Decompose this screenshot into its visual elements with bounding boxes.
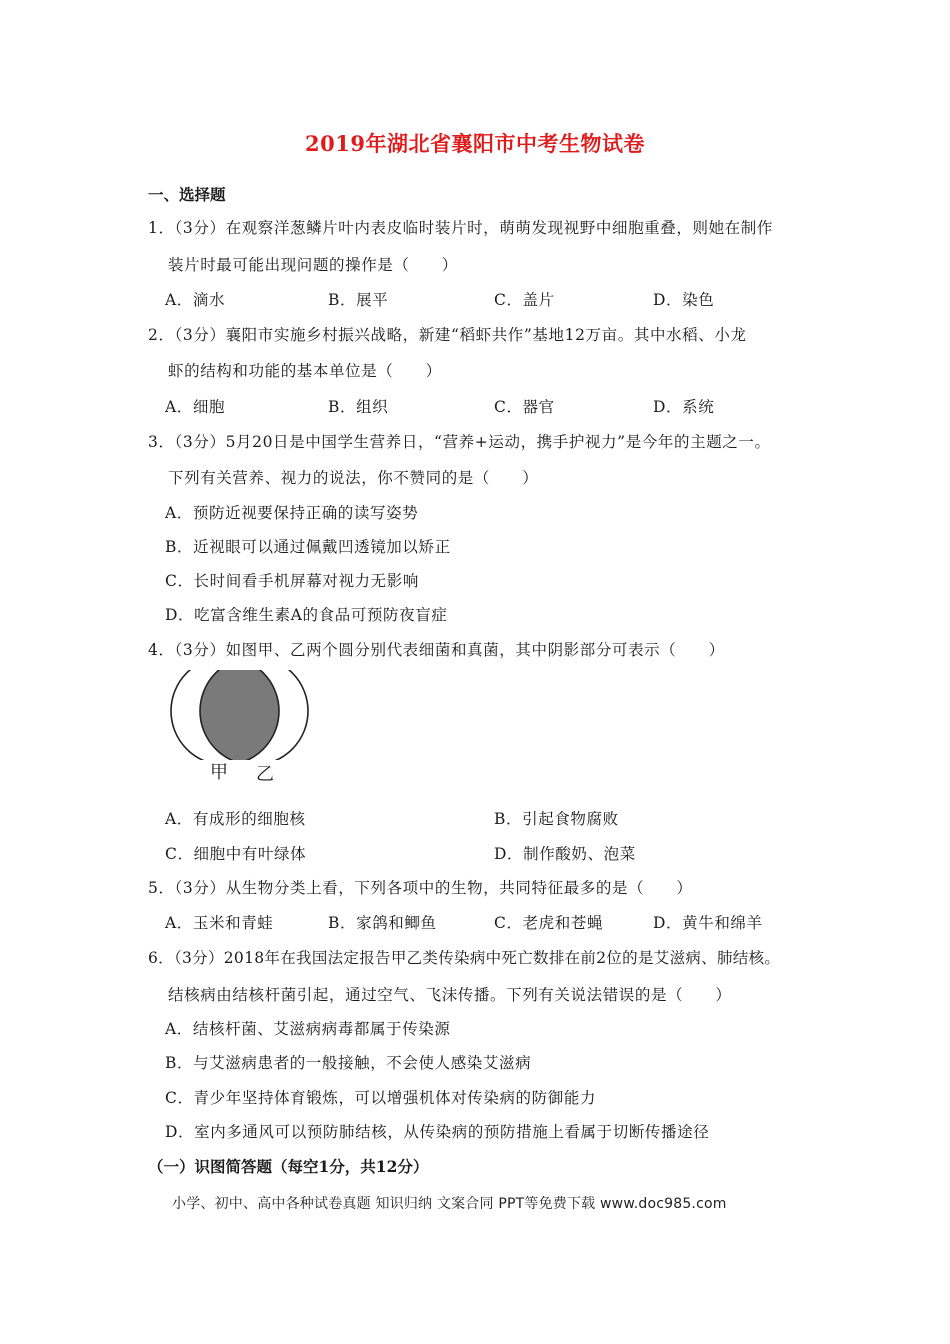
question-1-option-d: D．染色 <box>653 291 715 309</box>
question-1-option-b: B．展平 <box>328 291 389 309</box>
question-2-option-c: C．器官 <box>494 398 555 416</box>
question-5-option-c: C．老虎和苍蝇 <box>494 914 604 932</box>
question-5-line-1: 5．（3分）从生物分类上看，下列各项中的生物，共同特征最多的是（ ） <box>148 879 693 897</box>
venn-label-jia: 甲 <box>210 762 228 783</box>
question-4-line-1: 4．（3分）如图甲、乙两个圆分别代表细菌和真菌，其中阴影部分可表示（ ） <box>148 641 725 659</box>
section-heading-figure-questions: （一）识图简答题（每空1分，共12分） <box>148 1157 429 1176</box>
question-1-option-a: A．滴水 <box>165 291 226 309</box>
question-6-option-d: D．室内多通风可以预防肺结核，从传染病的预防措施上看属于切断传播途径 <box>165 1123 710 1141</box>
venn-label-yi: 乙 <box>256 764 274 785</box>
question-5-option-d: D．黄牛和绵羊 <box>653 914 763 932</box>
question-1-option-c: C．盖片 <box>494 291 555 309</box>
page-title: 2019年湖北省襄阳市中考生物试卷 <box>305 131 645 156</box>
question-6-option-b: B．与艾滋病患者的一般接触，不会使人感染艾滋病 <box>165 1054 532 1072</box>
question-5-option-a: A．玉米和青蛙 <box>165 914 274 932</box>
question-5-option-b: B．家鸽和鲫鱼 <box>328 914 437 932</box>
question-3-option-b: B．近视眼可以通过佩戴凹透镜加以矫正 <box>165 538 451 556</box>
venn-diagram <box>168 670 318 785</box>
question-1-line-2: 装片时最可能出现问题的操作是（ ） <box>168 256 458 274</box>
question-3-option-a: A．预防近视要保持正确的读写姿势 <box>165 504 419 522</box>
question-4-option-b: B．引起食物腐败 <box>494 810 619 828</box>
question-1-line-1: 1．（3分）在观察洋葱鳞片叶内表皮临时装片时，萌萌发现视野中细胞重叠，则她在制作 <box>148 219 773 237</box>
venn-overlap-shaded <box>200 670 308 760</box>
question-3-line-2: 下列有关营养、视力的说法，你不赞同的是（ ） <box>168 469 539 487</box>
question-6-line-1: 6．（3分）2018年在我国法定报告甲乙类传染病中死亡数排在前2位的是艾滋病、肺结核。 <box>148 949 781 967</box>
question-2-option-a: A．细胞 <box>165 398 226 416</box>
question-2-line-2: 虾的结构和功能的基本单位是（ ） <box>168 362 442 380</box>
question-4-option-d: D．制作酸奶、泡菜 <box>494 845 636 863</box>
question-4-option-a: A．有成形的细胞核 <box>165 810 306 828</box>
question-2-line-1: 2．（3分）襄阳市实施乡村振兴战略，新建“稻虾共作”基地12万亩。其中水稻、小龙 <box>148 326 747 344</box>
question-6-option-a: A．结核杆菌、艾滋病病毒都属于传染源 <box>165 1020 451 1038</box>
question-3-option-c: C．长时间看手机屏幕对视力无影响 <box>165 572 419 590</box>
question-2-option-b: B．组织 <box>328 398 389 416</box>
question-6-option-c: C．青少年坚持体育锻炼，可以增强机体对传染病的防御能力 <box>165 1089 597 1107</box>
footer-advert: 小学、初中、高中各种试卷真题 知识归纳 文案合同 PPT等免费下载 www.doc985.com <box>172 1196 727 1212</box>
question-3-line-1: 3．（3分）5月20日是中国学生营养日，“营养+运动，携手护视力”是今年的主题之一。 <box>148 433 771 451</box>
question-2-option-d: D．系统 <box>653 398 715 416</box>
question-4-option-c: C．细胞中有叶绿体 <box>165 845 307 863</box>
question-3-option-d: D．吃富含维生素A的食品可预防夜盲症 <box>165 606 448 624</box>
section-heading-choice: 一、选择题 <box>148 185 226 204</box>
venn-svg <box>168 670 318 760</box>
question-6-line-2: 结核病由结核杆菌引起，通过空气、飞沫传播。下列有关说法错误的是（ ） <box>168 986 732 1004</box>
